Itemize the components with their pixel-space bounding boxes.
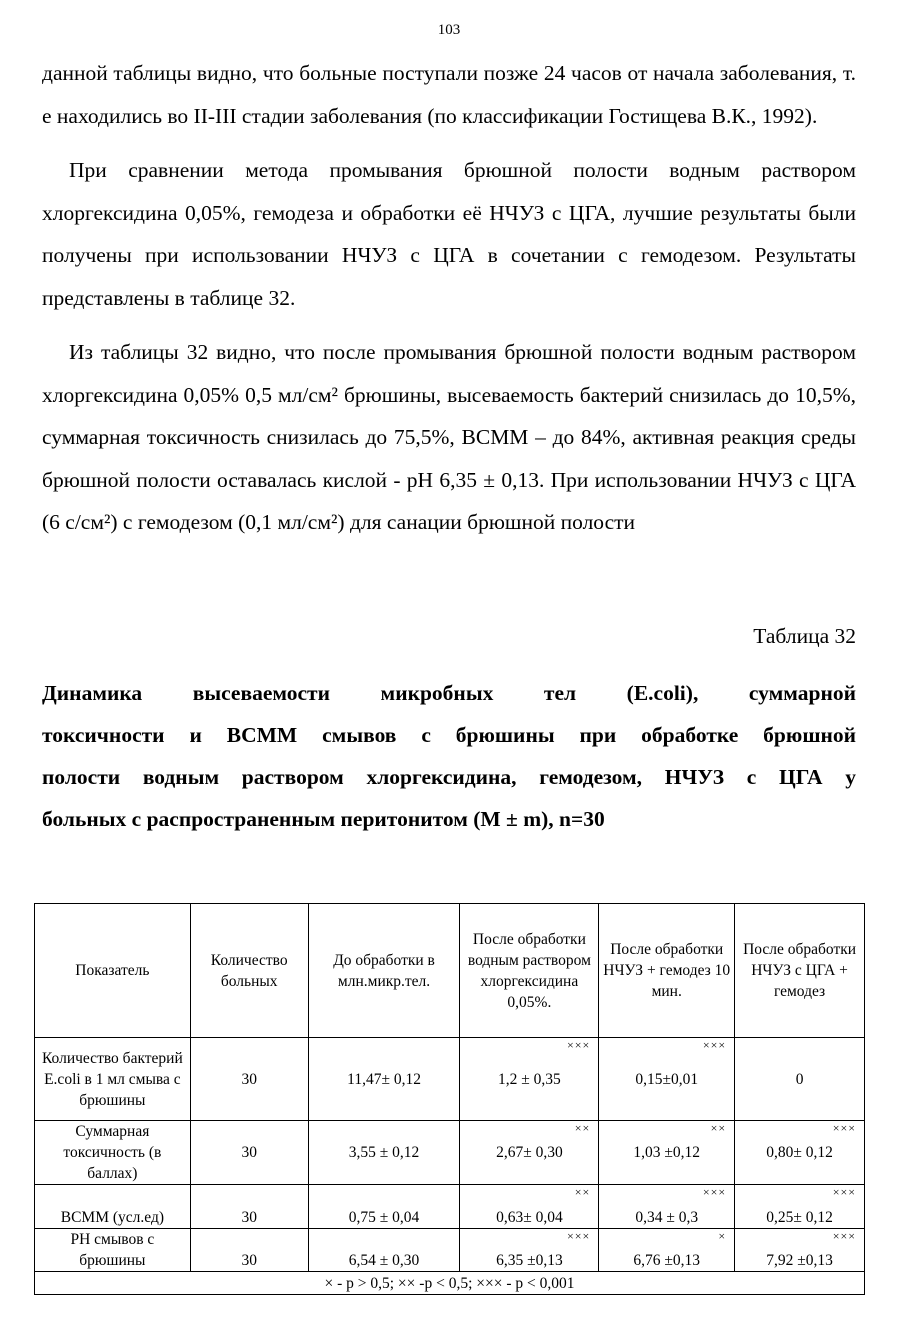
significance-mark: × xyxy=(718,1229,727,1243)
cell-value: 1,03 ±0,12 xyxy=(633,1144,701,1161)
row-c2 xyxy=(599,1229,735,1272)
cell-value: 0,15±0,01 xyxy=(635,1070,699,1088)
row-before: 0,75 ± 0,04 xyxy=(308,1185,460,1229)
cell-value: 7,92 ±0,13 xyxy=(766,1252,833,1269)
header-lfus-cga-hemodez: После обработки НЧУЗ с ЦГА + гемодез xyxy=(735,904,865,1038)
cell-value: 0,34 ± 0,3 xyxy=(635,1209,699,1226)
significance-mark: ×× xyxy=(574,1121,591,1135)
body-text xyxy=(42,52,856,544)
row-c3 xyxy=(735,1038,865,1121)
footnote-row xyxy=(35,1272,865,1295)
row-before: 6,54 ± 0,30 xyxy=(308,1229,460,1272)
cell-value: 0 xyxy=(795,1070,804,1088)
row-c3 xyxy=(735,1121,865,1185)
row-before: 3,55 ± 0,12 xyxy=(308,1121,460,1185)
row-count: 30 xyxy=(190,1185,308,1229)
row-c3 xyxy=(735,1229,865,1272)
row-c2 xyxy=(599,1121,735,1185)
row-c1 xyxy=(460,1229,599,1272)
row-c2 xyxy=(599,1038,735,1121)
table-title xyxy=(42,672,856,840)
significance-mark: ××× xyxy=(702,1038,727,1052)
header-lfus-hemodez: После обработки НЧУЗ + гемодез 10 мин. xyxy=(599,904,735,1038)
table-row xyxy=(35,1121,865,1185)
significance-mark: ××× xyxy=(832,1185,856,1199)
row-count: 30 xyxy=(190,1229,308,1272)
cell-value: 0,63± 0,04 xyxy=(496,1209,563,1226)
significance-mark: ××× xyxy=(832,1121,856,1135)
table-row xyxy=(35,1185,865,1229)
paragraph-3: Из таблицы 32 видно, что после промывания брюшной полости водным раствором хлоргексидина 0,05% 0,5 мл/см² брюшины, высеваемость бактерий снизилась до 10,5%, суммарная токсичность снизилась до 75,5%, ВСММ – до 84%, активная реакция среды брюшной полости оставалась кислой - рН 6,35 ± 0,13. При использовании НЧУЗ с ЦГА (6 с/см²) с гемодезом (0,1 мл/см²) для санации брюшной полости xyxy=(42,340,856,534)
significance-mark: ××× xyxy=(832,1229,856,1243)
table-title-line: токсичности и ВСММ смывов с брюшины при обработке брюшной xyxy=(42,723,856,747)
header-indicator: Показатель xyxy=(35,904,191,1038)
table-title-line: больных с распространенным перитонитом (M ± m), n=30 xyxy=(42,807,605,831)
row-count: 30 xyxy=(190,1121,308,1185)
row-label: РН смывов с брюшины xyxy=(35,1229,191,1272)
table-row xyxy=(35,1038,865,1121)
row-label: Суммарная токсичность (в баллах) xyxy=(35,1121,191,1185)
row-c1 xyxy=(460,1121,599,1185)
data-table xyxy=(34,903,865,1295)
row-label: Количество бактерий E.coli в 1 мл смыва с брюшины xyxy=(35,1038,191,1121)
page-number: 103 xyxy=(437,22,461,38)
row-c1 xyxy=(460,1038,599,1121)
row-c3 xyxy=(735,1185,865,1229)
row-c1 xyxy=(460,1185,599,1229)
table-label: Таблица 32 xyxy=(753,624,856,648)
header-before: До обработки в млн.микр.тел. xyxy=(308,904,460,1038)
cell-value: 0,25± 0,12 xyxy=(766,1209,833,1226)
row-before: 11,47± 0,12 xyxy=(308,1038,460,1121)
cell-value: 6,76 ±0,13 xyxy=(633,1252,701,1269)
significance-mark: ××× xyxy=(702,1185,727,1199)
table-header-row xyxy=(35,904,865,1038)
significance-mark: ××× xyxy=(567,1038,591,1052)
table-row xyxy=(35,1229,865,1272)
cell-value: 0,80± 0,12 xyxy=(766,1144,833,1161)
row-label: ВСММ (усл.ед) xyxy=(35,1185,191,1229)
table-title-line: Динамика высеваемости микробных тел (E.coli), суммарной xyxy=(42,681,856,705)
significance-mark: ××× xyxy=(567,1229,591,1243)
cell-value: 6,35 ±0,13 xyxy=(496,1252,563,1269)
significance-footnote: × - p > 0,5; ×× -p < 0,5; ××× - p < 0,001 xyxy=(35,1272,865,1295)
significance-mark: ×× xyxy=(710,1121,727,1135)
significance-mark: ×× xyxy=(574,1185,591,1199)
cell-value: 1,2 ± 0,35 xyxy=(498,1070,561,1088)
paragraph-2: При сравнении метода промывания брюшной полости водным раствором хлоргексидина 0,05%, гемодеза и обработки её НЧУЗ с ЦГА, лучшие результаты были получены при использовании НЧУЗ с ЦГА в сочетании с гемодезом. Результаты представлены в таблице 32. xyxy=(42,158,856,310)
table-title-line: полости водным раствором хлоргексидина, гемодезом, НЧУЗ с ЦГА у xyxy=(42,765,856,789)
row-count: 30 xyxy=(190,1038,308,1121)
row-c2 xyxy=(599,1185,735,1229)
cell-value: 2,67± 0,30 xyxy=(496,1144,563,1161)
header-patients: Количество больных xyxy=(190,904,308,1038)
header-chlorhexidine: После обработки водным раствором хлоргексидина 0,05%. xyxy=(460,904,599,1038)
paragraph-1: данной таблицы видно, что больные поступали позже 24 часов от начала заболевания, т. е находились во II-III стадии заболевания (по классификации Гостищева В.К., 1992). xyxy=(42,61,856,128)
